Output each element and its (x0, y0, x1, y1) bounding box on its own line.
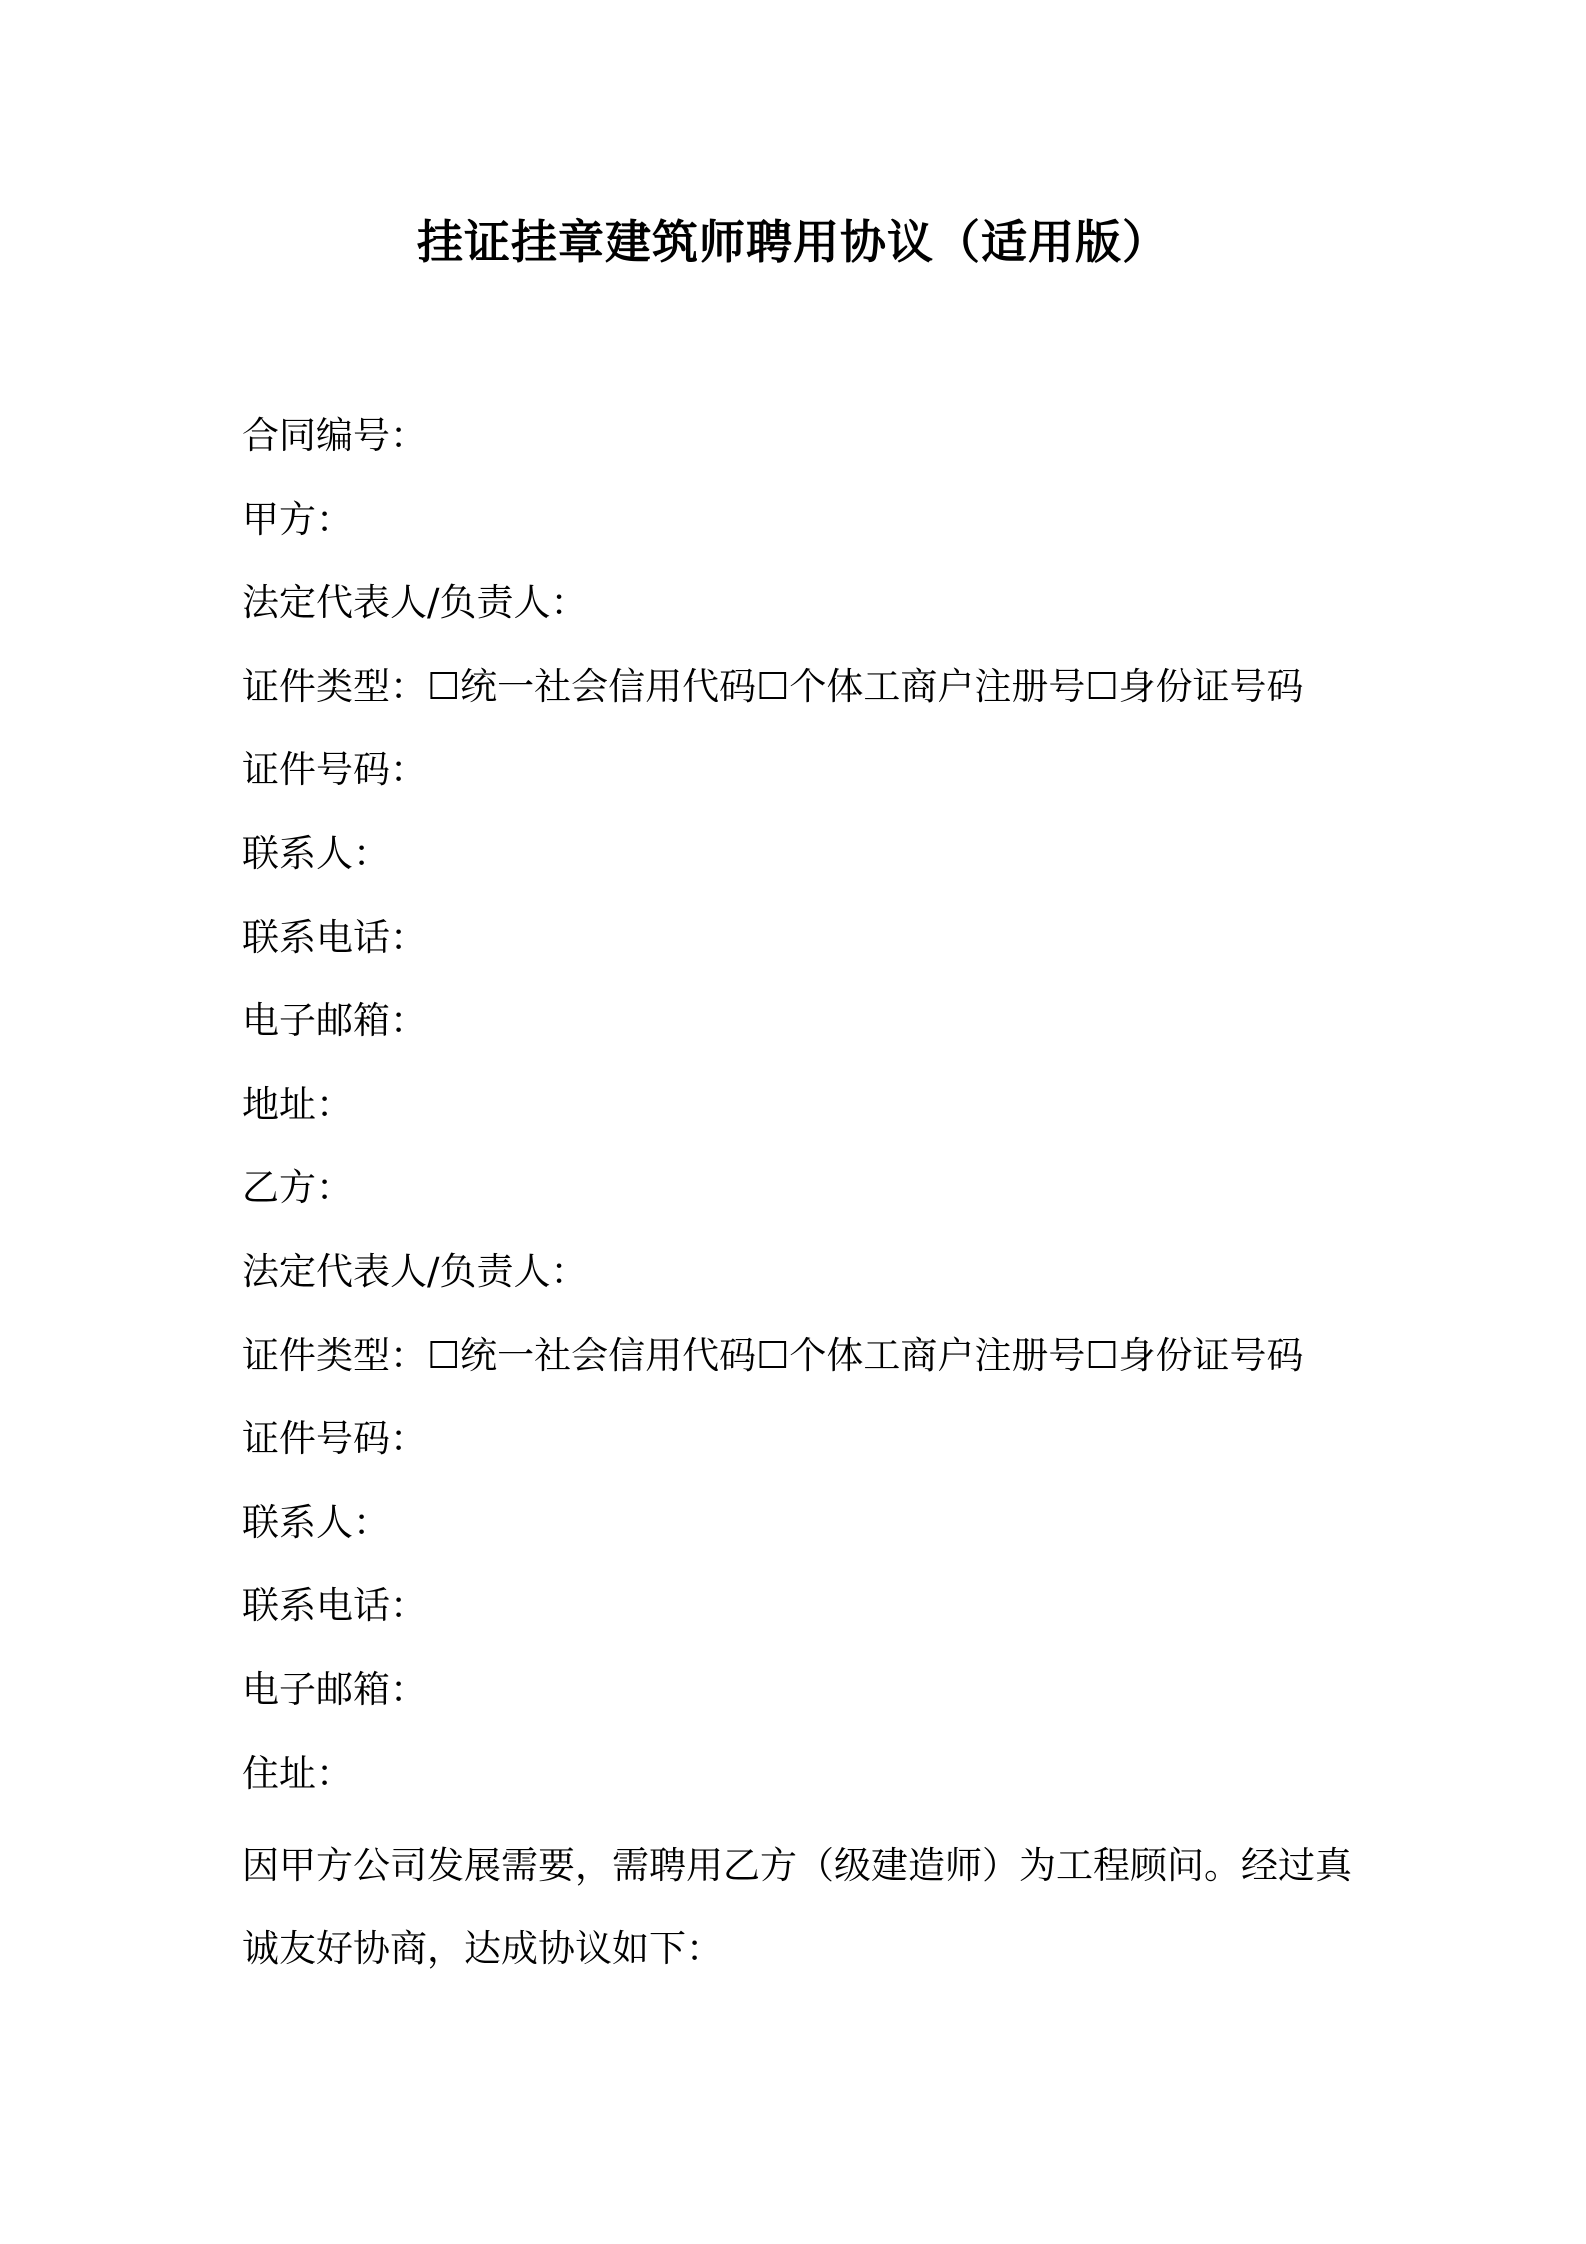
intro-line: 诚友好协商，达成协议如下： (242, 1927, 723, 1970)
intro-paragraph (242, 1824, 1362, 1990)
field-party-a-email: 电子邮箱： (242, 999, 427, 1043)
field-contract-number: 合同编号： (242, 414, 427, 457)
field-party-b-id-type: 证件类型：☐统一社会信用代码☐个体工商户注册号☐身份证号码 (242, 1333, 1304, 1377)
field-party-b-id-number: 证件号码： (242, 1417, 427, 1461)
field-party-a-address: 地址： (242, 1082, 353, 1126)
field-party-b-legal-rep: 法定代表人/负责人： (242, 1249, 588, 1293)
field-party-a-legal-rep: 法定代表人/负责人： (242, 581, 588, 625)
field-party-a-phone: 联系电话： (242, 915, 427, 959)
field-party-b-email: 电子邮箱： (242, 1667, 427, 1711)
field-party-a-id-type: 证件类型：☐统一社会信用代码☐个体工商户注册号☐身份证号码 (242, 664, 1304, 708)
field-party-b-residence: 住址： (242, 1751, 353, 1795)
field-party-b-phone: 联系电话： (242, 1584, 427, 1628)
field-party-b: 乙方： (242, 1166, 353, 1210)
party-fields (242, 408, 1392, 1829)
field-party-b-contact: 联系人： (242, 1500, 390, 1544)
field-party-a-id-number: 证件号码： (242, 748, 427, 792)
document-title: 挂证挂章建筑师聘用协议（适用版） (417, 215, 1169, 269)
intro-line: 因甲方公司发展需要，需聘用乙方（级建造师）为工程顾问。经过真 (242, 1844, 1352, 1887)
field-party-a-contact: 联系人： (242, 831, 390, 875)
field-party-a: 甲方： (242, 497, 353, 541)
